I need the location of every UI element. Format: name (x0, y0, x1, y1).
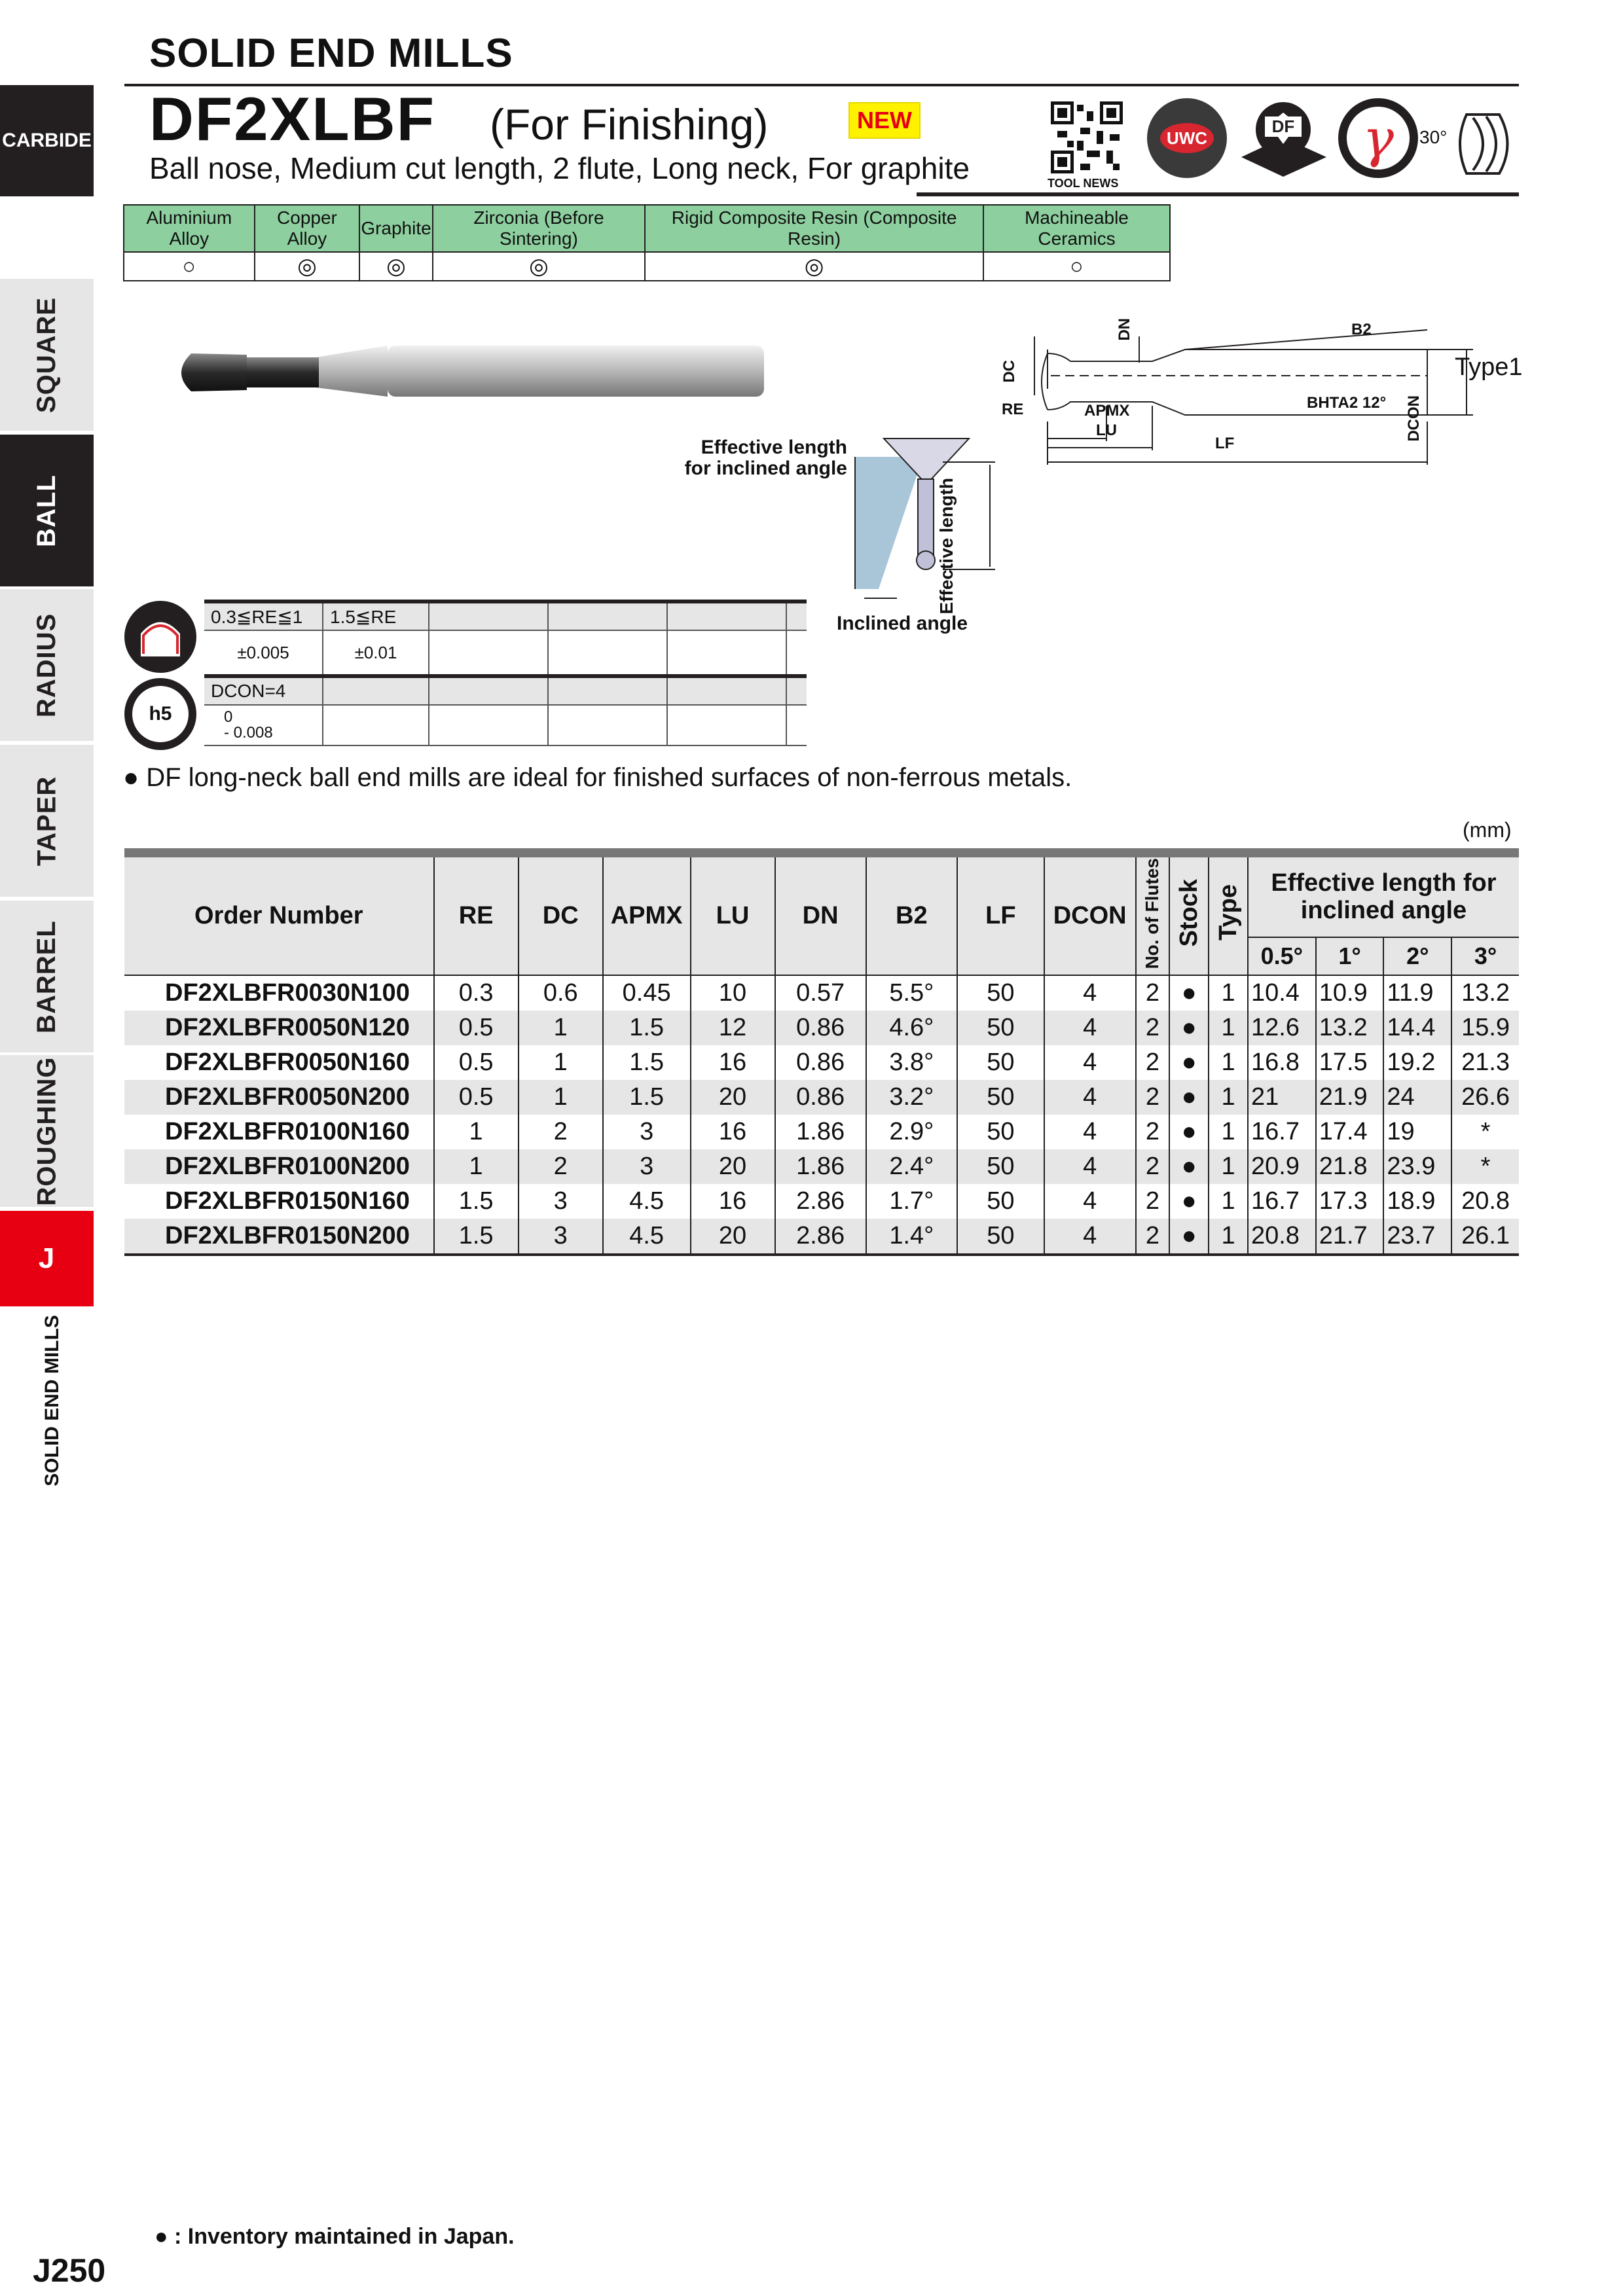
table-cell: 50 (957, 975, 1044, 1011)
table-cell: 2 (519, 1149, 603, 1184)
tab-roughing[interactable] (0, 1055, 94, 1207)
table-cell: 20.9 (1248, 1149, 1316, 1184)
table-cell: 4 (1044, 1149, 1136, 1184)
material-mark: ◎ (433, 252, 646, 281)
col-dcon: DCON (1044, 853, 1136, 975)
tab-barrel[interactable] (0, 901, 94, 1052)
table-cell: 0.5 (434, 1080, 519, 1115)
table-cell: 1 (434, 1149, 519, 1184)
material-mark: ◎ (359, 252, 432, 281)
table-row (124, 1115, 1519, 1149)
table-cell: 11.9 (1383, 975, 1451, 1011)
table-cell: 19 (1383, 1115, 1451, 1149)
tab-square-label: SQUARE (32, 296, 62, 413)
table-cell: 3 (603, 1149, 691, 1184)
table-cell: 12.6 (1248, 1011, 1316, 1045)
table-cell: 4.5 (603, 1184, 691, 1219)
product-code: DF2XLBF (149, 84, 435, 153)
table-cell: 23.9 (1383, 1149, 1451, 1184)
dim-re-label: RE (1002, 401, 1024, 418)
table-cell: 16.8 (1248, 1045, 1316, 1080)
h5-shank-tolerance-icon (124, 678, 196, 750)
tab-section-j[interactable] (0, 1211, 94, 1306)
table-cell: 1.5 (603, 1011, 691, 1045)
tab-radius-label: RADIUS (32, 613, 61, 717)
table-cell: 26.1 (1451, 1219, 1519, 1255)
table-cell: 19.2 (1383, 1045, 1451, 1080)
table-cell: 17.3 (1316, 1184, 1384, 1219)
table-cell: 50 (957, 1115, 1044, 1149)
col-lf: LF (957, 853, 1044, 975)
order-number-cell: DF2XLBFR0050N120 (124, 1011, 434, 1045)
unit-label: (mm) (1463, 818, 1512, 842)
table-cell: 1 (1209, 1080, 1248, 1115)
table-cell: 21.7 (1316, 1219, 1384, 1255)
table-cell: 50 (957, 1149, 1044, 1184)
table-cell: 10.4 (1248, 975, 1316, 1011)
tab-taper-label: TAPER (31, 776, 61, 866)
tol-dcon-value (204, 705, 323, 745)
table-cell: 17.5 (1316, 1045, 1384, 1080)
table-cell: 17.4 (1316, 1115, 1384, 1149)
dim-dc-label: DC (1000, 360, 1018, 383)
col-angle-2: 2° (1383, 937, 1451, 975)
table-cell: 1.5 (434, 1219, 519, 1255)
table-cell: 2.86 (775, 1219, 866, 1255)
tol-re-value-2: ±0.01 (323, 630, 429, 676)
ball-radius-tolerance-icon (124, 601, 196, 673)
table-cell: 4 (1044, 1045, 1136, 1080)
table-cell: 20.8 (1248, 1219, 1316, 1255)
table-cell: ● (1169, 1184, 1209, 1219)
tab-radius[interactable] (0, 589, 94, 741)
qr-code-icon[interactable] (1051, 101, 1123, 173)
table-cell: 1.7° (866, 1184, 957, 1219)
dim-dn-label: DN (1116, 318, 1133, 341)
tool-news-label: TOOL NEWS (1048, 177, 1119, 190)
footnote: ● : Inventory maintained in Japan. (155, 2224, 515, 2249)
table-cell: 21.3 (1451, 1045, 1519, 1080)
table-cell: * (1451, 1149, 1519, 1184)
header-bottom-rule (917, 192, 1519, 196)
material-mark: ○ (124, 252, 255, 281)
table-cell: 1 (1209, 1115, 1248, 1149)
col-apmx: APMX (603, 853, 691, 975)
tol-dcon-upper: 0 (224, 708, 233, 726)
tab-ball[interactable] (0, 435, 94, 586)
table-cell: 13.2 (1316, 1011, 1384, 1045)
order-number-cell: DF2XLBFR0030N100 (124, 975, 434, 1011)
work-material-table (123, 204, 1171, 281)
table-cell: 1.5 (434, 1184, 519, 1219)
table-row (124, 1184, 1519, 1219)
page-number: J250 (33, 2252, 106, 2289)
section-letter: J (38, 1242, 56, 1274)
table-cell: 50 (957, 1184, 1044, 1219)
table-cell: 2.86 (775, 1184, 866, 1219)
table-row (124, 1219, 1519, 1255)
table-cell: 0.57 (775, 975, 866, 1011)
table-cell: 2 (1136, 1149, 1170, 1184)
col-type: Type (1209, 853, 1248, 975)
df-label: DF (1265, 117, 1302, 137)
material-mark: ◎ (255, 252, 360, 281)
table-cell: 16.7 (1248, 1115, 1316, 1149)
table-cell: 20 (691, 1080, 775, 1115)
table-cell: 0.45 (603, 975, 691, 1011)
col-order-number: Order Number (124, 853, 434, 975)
feature-note: ● DF long-neck ball end mills are ideal for finished surfaces of non-ferrous metals. (123, 763, 1072, 792)
carbide-label: CARBIDE (0, 85, 94, 196)
table-cell: 15.9 (1451, 1011, 1519, 1045)
table-cell: 20 (691, 1149, 775, 1184)
col-angle-0-5: 0.5° (1248, 937, 1316, 975)
col-dn: DN (775, 853, 866, 975)
material-zirconia: Zirconia (Before Sintering) (433, 205, 646, 252)
feature-note-text: DF long-neck ball end mills are ideal for finished surfaces of non-ferrous metals. (146, 763, 1072, 792)
material-ceramics: Machineable Ceramics (983, 205, 1170, 252)
table-cell: 1.5 (603, 1080, 691, 1115)
tol-re-header-1: 0.3≦RE≦1 (204, 601, 323, 630)
type1-label: Type1 (1455, 353, 1523, 381)
table-cell: 20 (691, 1219, 775, 1255)
table-cell: ● (1169, 1115, 1209, 1149)
table-row (124, 975, 1519, 1011)
table-cell: 0.5 (434, 1045, 519, 1080)
table-cell: 14.4 (1383, 1011, 1451, 1045)
dim-bhta-label: BHTA2 12° (1307, 394, 1387, 412)
table-cell: 16 (691, 1045, 775, 1080)
table-cell: 3 (519, 1219, 603, 1255)
table-cell: 2 (1136, 1219, 1170, 1255)
effective-length-vertical: Effective length (936, 478, 957, 615)
table-cell: 2 (1136, 1080, 1170, 1115)
table-row (124, 1011, 1519, 1045)
material-graphite: Graphite (359, 205, 432, 252)
table-cell: 2 (1136, 1011, 1170, 1045)
table-cell: 12 (691, 1011, 775, 1045)
table-cell: 1 (1209, 1184, 1248, 1219)
product-spec-table (124, 848, 1519, 1256)
table-cell: 0.6 (519, 975, 603, 1011)
tab-ball-label: BALL (31, 474, 61, 547)
dim-b2-label: B2 (1351, 321, 1372, 338)
table-cell: 2 (519, 1115, 603, 1149)
table-cell: 3.8° (866, 1045, 957, 1080)
table-cell: 0.86 (775, 1011, 866, 1045)
product-description: Ball nose, Medium cut length, 2 flute, Long neck, For graphite (149, 151, 970, 185)
tab-taper[interactable] (0, 745, 94, 897)
table-cell: 21 (1248, 1080, 1316, 1115)
table-cell: 4.6° (866, 1011, 957, 1045)
col-angle-1: 1° (1316, 937, 1384, 975)
table-cell: 50 (957, 1080, 1044, 1115)
helix-angle-label: 30° (1419, 127, 1448, 147)
table-row (124, 1149, 1519, 1184)
end-mill-photo (172, 334, 767, 412)
tab-roughing-label: ROUGHING (32, 1056, 61, 1206)
table-cell: 4 (1044, 1080, 1136, 1115)
effective-length-label: Effective length for inclined angle (684, 437, 847, 479)
col-dc: DC (519, 853, 603, 975)
ball-nose-icon (1453, 105, 1519, 183)
material-copper: Copper Alloy (255, 205, 360, 252)
tolerance-table (204, 600, 807, 746)
table-cell: ● (1169, 1080, 1209, 1115)
category-title: SOLID END MILLS (149, 31, 513, 76)
inclined-angle-diagram (845, 432, 1002, 615)
table-cell: 5.5° (866, 975, 957, 1011)
table-cell: 1 (1209, 1011, 1248, 1045)
col-stock: Stock (1169, 853, 1209, 975)
order-number-cell: DF2XLBFR0100N200 (124, 1149, 434, 1184)
order-number-cell: DF2XLBFR0050N200 (124, 1080, 434, 1115)
tol-re-header-2: 1.5≦RE (323, 601, 429, 630)
tol-dcon-lower: - 0.008 (224, 724, 273, 742)
table-row (124, 1045, 1519, 1080)
col-b2: B2 (866, 853, 957, 975)
table-cell: 10.9 (1316, 975, 1384, 1011)
table-cell: 4 (1044, 1184, 1136, 1219)
col-re: RE (434, 853, 519, 975)
order-number-cell: DF2XLBFR0150N200 (124, 1219, 434, 1255)
table-cell: * (1451, 1115, 1519, 1149)
tol-dcon-header: DCON=4 (204, 676, 323, 705)
table-cell: 2 (1136, 975, 1170, 1011)
material-mark: ◎ (645, 252, 983, 281)
dimension-diagram (995, 310, 1506, 474)
table-cell: 20.8 (1451, 1184, 1519, 1219)
table-cell: 16 (691, 1115, 775, 1149)
table-cell: 3.2° (866, 1080, 957, 1115)
table-cell: 1 (1209, 975, 1248, 1011)
table-cell: 4 (1044, 1011, 1136, 1045)
col-effective-length: Effective length for inclined angle (1248, 853, 1519, 937)
order-number-cell: DF2XLBFR0050N160 (124, 1045, 434, 1080)
table-cell: 50 (957, 1219, 1044, 1255)
material-aluminium: Aluminium Alloy (124, 205, 255, 252)
table-cell: 23.7 (1383, 1219, 1451, 1255)
h5-label: h5 (132, 686, 189, 742)
table-cell: 4 (1044, 975, 1136, 1011)
table-cell: ● (1169, 975, 1209, 1011)
table-cell: 3 (519, 1184, 603, 1219)
table-cell: 4 (1044, 1219, 1136, 1255)
uwc-coating-icon (1147, 98, 1227, 178)
sidebar-vertical-label: SOLID END MILLS (41, 1315, 64, 1486)
new-badge: NEW (848, 102, 921, 139)
dim-apmx-label: APMX (1084, 402, 1130, 420)
uwc-label: UWC (1160, 123, 1214, 153)
product-subtitle: (For Finishing) (490, 100, 769, 149)
table-cell: 3 (603, 1115, 691, 1149)
material-mark: ○ (983, 252, 1170, 281)
table-cell: 1 (519, 1045, 603, 1080)
col-angle-3: 3° (1451, 937, 1519, 975)
table-cell: ● (1169, 1045, 1209, 1080)
col-lu: LU (691, 853, 775, 975)
table-cell: 26.6 (1451, 1080, 1519, 1115)
table-cell: 2.9° (866, 1115, 957, 1149)
df-diamond-icon (1235, 98, 1332, 183)
table-cell: 1.4° (866, 1219, 957, 1255)
table-cell: 18.9 (1383, 1184, 1451, 1219)
table-cell: 16.7 (1248, 1184, 1316, 1219)
table-cell: 0.3 (434, 975, 519, 1011)
table-cell: 50 (957, 1045, 1044, 1080)
table-cell: 24 (1383, 1080, 1451, 1115)
table-cell: 0.86 (775, 1045, 866, 1080)
table-cell: 1 (1209, 1219, 1248, 1255)
table-cell: 0.86 (775, 1080, 866, 1115)
table-cell: 2 (1136, 1184, 1170, 1219)
gamma-helix-icon: γ (1338, 98, 1418, 178)
table-cell: 1.86 (775, 1115, 866, 1149)
table-cell: 21.8 (1316, 1149, 1384, 1184)
table-cell: 10 (691, 975, 775, 1011)
table-cell: 50 (957, 1011, 1044, 1045)
table-cell: 0.5 (434, 1011, 519, 1045)
table-cell: 1 (1209, 1045, 1248, 1080)
table-cell: ● (1169, 1219, 1209, 1255)
table-cell: 2 (1136, 1115, 1170, 1149)
material-composite-resin: Rigid Composite Resin (Composite Resin) (645, 205, 983, 252)
table-cell: 1 (519, 1011, 603, 1045)
order-number-cell: DF2XLBFR0100N160 (124, 1115, 434, 1149)
inclined-angle-label: Inclined angle (837, 613, 968, 634)
order-number-cell: DF2XLBFR0150N160 (124, 1184, 434, 1219)
table-cell: 13.2 (1451, 975, 1519, 1011)
table-cell: 2 (1136, 1045, 1170, 1080)
table-cell: 1.5 (603, 1045, 691, 1080)
tab-barrel-label: BARREL (32, 920, 62, 1033)
table-cell: 16 (691, 1184, 775, 1219)
dim-dcon-label: DCON (1405, 395, 1423, 442)
table-row (124, 1080, 1519, 1115)
tab-square[interactable] (0, 279, 94, 431)
dim-lu-label: LU (1096, 422, 1117, 439)
table-cell: 4.5 (603, 1219, 691, 1255)
table-cell: ● (1169, 1149, 1209, 1184)
table-cell: 1.86 (775, 1149, 866, 1184)
table-cell: 1 (434, 1115, 519, 1149)
table-cell: 2.4° (866, 1149, 957, 1184)
table-cell: ● (1169, 1011, 1209, 1045)
tol-re-value-1: ±0.005 (204, 630, 323, 676)
col-flutes: No. of Flutes (1136, 853, 1170, 975)
table-cell: 1 (1209, 1149, 1248, 1184)
table-cell: 4 (1044, 1115, 1136, 1149)
table-cell: 21.9 (1316, 1080, 1384, 1115)
table-cell: 1 (519, 1080, 603, 1115)
dim-lf-label: LF (1215, 435, 1235, 452)
